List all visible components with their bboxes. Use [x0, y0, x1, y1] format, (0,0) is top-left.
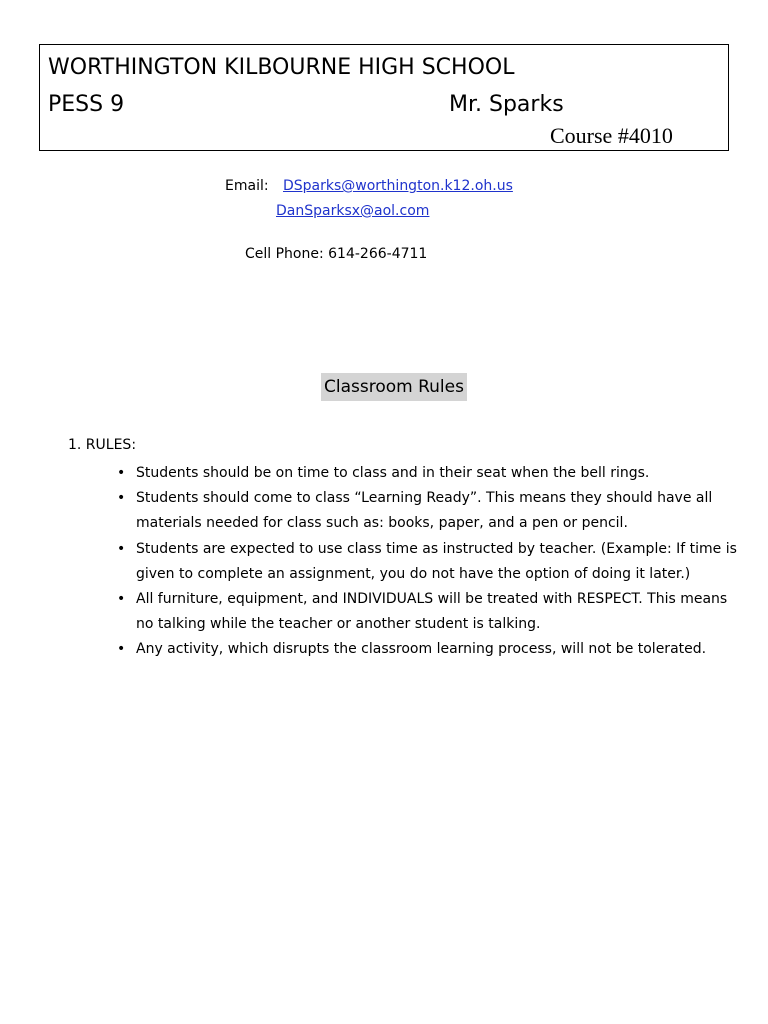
email-label: Email: [225, 178, 269, 194]
rule-text: Students are expected to use class time as instructed by teacher. (Example: If time is given to complete an assignment, you do not have the option of doing it later.) [136, 540, 737, 582]
list-item [117, 637, 737, 662]
course-number: Course #4010 [550, 123, 673, 148]
course-name: PESS 9 [48, 92, 125, 117]
header-box [39, 44, 729, 151]
school-name: WORTHINGTON KILBOURNE HIGH SCHOOL [48, 55, 515, 80]
rule-text: All furniture, equipment, and INDIVIDUALS will be treated with RESPECT. This means no talking while the teacher or another student is talking. [136, 591, 728, 633]
bullet-icon: • [117, 465, 126, 481]
rule-text: Students should come to class “Learning Ready”. This means they should have all materials needed for class such as: books, paper, and a pen or pencil. [136, 490, 713, 532]
bullet-icon: • [117, 641, 126, 658]
bullet-icon: • [117, 591, 126, 608]
bullet-icon: • [117, 540, 126, 557]
rules-list [117, 461, 737, 663]
list-item [117, 461, 737, 486]
teacher-name: Mr. Sparks [449, 92, 564, 117]
email-link-secondary[interactable]: DanSparksx@aol.com [276, 203, 430, 219]
rule-text: Any activity, which disrupts the classroom learning process, will not be tolerated. [136, 641, 707, 658]
cell-phone: Cell Phone: 614-266-4711 [245, 246, 428, 262]
list-item [117, 537, 737, 587]
email-link-primary[interactable]: DSparks@worthington.k12.oh.us [283, 178, 513, 194]
rule-text: Students should be on time to class and in their seat when the bell rings. [136, 465, 650, 481]
list-item [117, 486, 737, 536]
list-item [117, 587, 737, 637]
bullet-icon: • [117, 490, 126, 507]
section-heading: Classroom Rules [321, 373, 467, 401]
rules-list-title: 1. RULES: [68, 437, 137, 453]
